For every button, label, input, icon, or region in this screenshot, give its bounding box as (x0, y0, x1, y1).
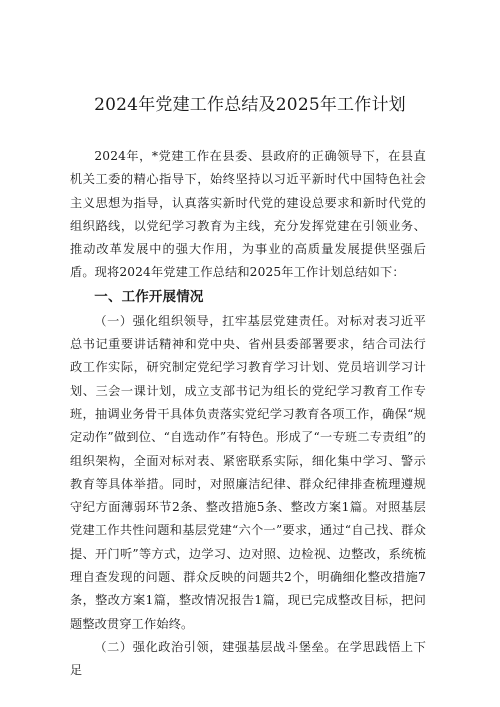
paragraph-organization-leadership: （一）强化组织领导，扛牢基层党建责任。对标对表习近平总书记重要讲话精神和党中央、省州县委部署要求，结合司法行政工作实际，研究制定党纪学习教育学习计划、党员培训学习计划、三会一课计划，成立支部书记为组长的党纪学习教育工作专班，抽调业务骨干具体负责落实党纪学习教育各项工作，确保“规定动作”做到位、“自选动作”有特色。形成了“一专班二专责组”的组织架构，全面对标对表、紧密联系实际，细化集中学习、警示教育等具体举措。同时，对照廉洁纪律、群众纪律排查梳理遵规守纪方面薄弱环节2条、整改措施5条、整改方案1篇。对照基层党建工作共性问题和基层党建“六个一”要求，通过“自己找、群众提、开门听”等方式，边学习、边对照、边检视、边整改，系统梳理自查发现的问题、群众反映的问题共2个，明确细化整改措施7条，整改方案1篇，整改情况报告1篇，现已完成整改目标，把问题整改贯穿工作始终。 (70, 313, 426, 631)
paragraph-political-guidance: （二）强化政治引领，建强基层战斗堡垒。在学思践悟上下足 (70, 639, 426, 678)
document-body (70, 145, 426, 678)
section-heading-work-status: 一、工作开展情况 (94, 288, 204, 305)
document-title: 2024年党建工作总结及2025年工作计划 (94, 95, 406, 115)
intro-paragraph: 2024年，*党建工作在县委、县政府的正确领导下，在县直机关工委的精心指导下，始终坚持以习近平新时代中国特色社会主义思想为指导，认真落实新时代党的建设总要求和新时代党的组织路线，以党纪学习教育为主线，充分发挥党建在引领业务、推动改革发展中的强大作用，为事业的高质量发展提供坚强后盾。现将2024年党建工作总结和2025年工作计划总结如下： (70, 149, 426, 280)
